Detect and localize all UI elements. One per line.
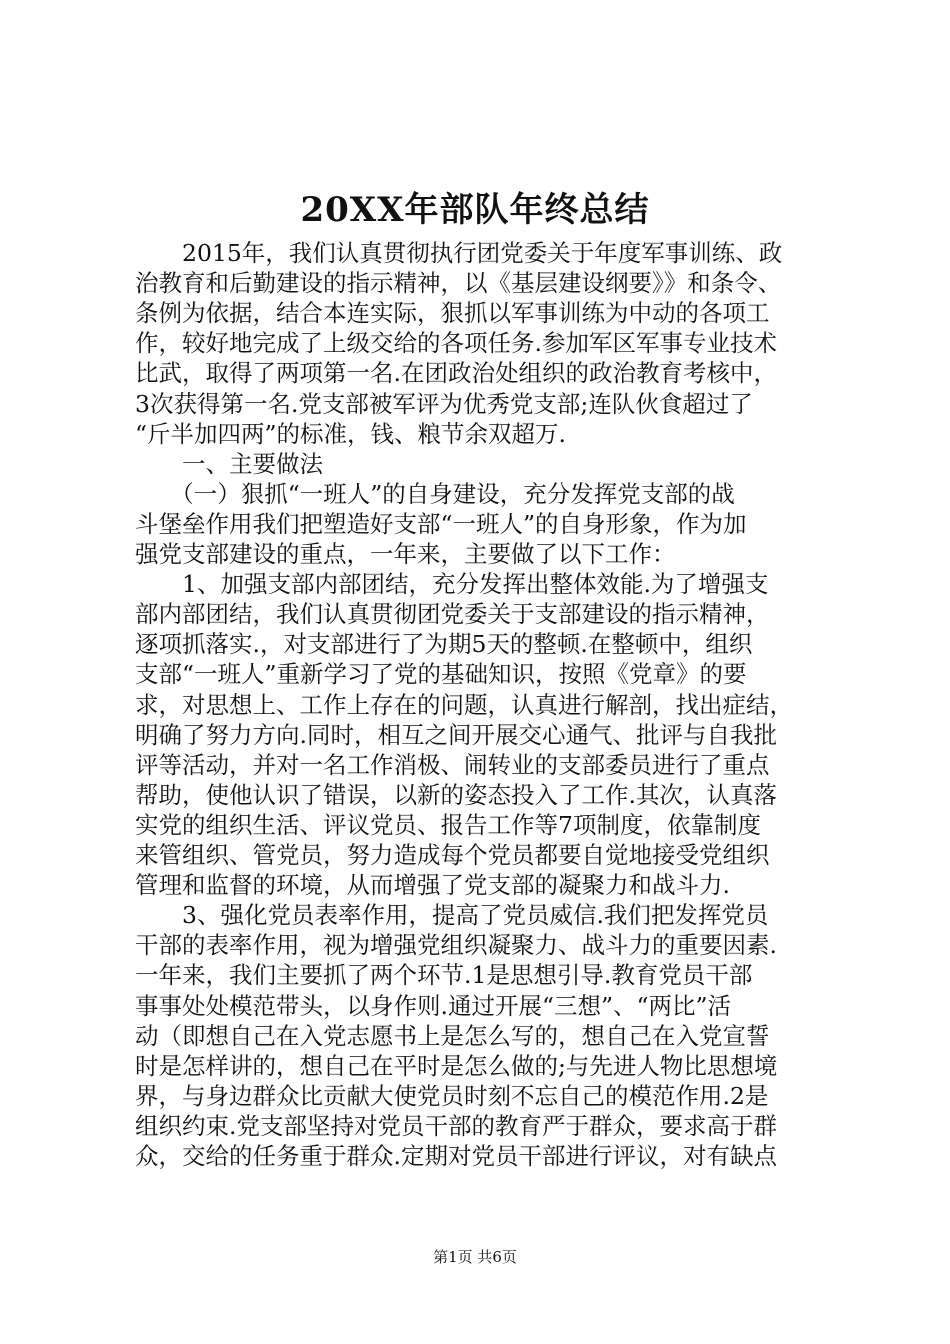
body-line: 众，交给的任务重于群众.定期对党员干部进行评议，对有缺点 [135,1142,777,1170]
body-line: 比武，取得了两项第一名.在团政治处组织的政治教育考核中， [135,359,777,388]
page-footer: 第1页 共6页 [433,1248,517,1266]
body-line: （一）狠抓“一班人”的自身建设，充分发挥党支部的战 [135,479,735,508]
body-line: 评等活动，并对一名工作消极、闹转业的支部委员进行了重点 [135,750,770,779]
body-line: 时是怎样讲的，想自己在平时是怎么做的;与先进人物比思想境 [135,1051,778,1080]
body-line: 强党支部建设的重点，一年来，主要做了以下工作： [135,540,676,568]
body-line: 干部的表率作用，视为增强党组织凝聚力、战斗力的重要因素. [135,931,777,960]
body-line: 支部“一班人”重新学习了党的基础知识，按照《党章》的要 [135,660,747,689]
body-line: 一、主要做法 [135,449,323,478]
body-line: 帮助，使他认识了错误，以新的姿态投入了工作.其次，认真落 [135,780,777,809]
body-line: 实党的组织生活、评议党员、报告工作等7项制度，依靠制度 [135,810,761,839]
document-title: 20XX年部队年终总结 [300,190,650,230]
body-line: 组织约束.党支部坚持对党员干部的教育严于群众，要求高于群 [135,1111,777,1140]
body-line: 来管组织、管党员，努力造成每个党员都要自觉地接受党组织 [135,841,770,869]
body-line: 3次获得第一名.党支部被军评为优秀党支部;连队伙食超过了 [135,389,753,418]
body-line: 斗堡垒作用我们把塑造好支部“一班人”的自身形象，作为加 [135,509,747,538]
body-line: 管理和监督的环境，从而增强了党支部的凝聚力和战斗力. [135,871,730,900]
body-line: 作，较好地完成了上级交给的各项任务.参加军区军事专业技术 [135,329,777,358]
body-line: 3、强化党员表率作用，提高了党员威信.我们把发挥党员 [135,901,769,930]
body-line: 治教育和后勤建设的指示精神，以《基层建设纲要》》和条令、 [135,269,782,298]
body-line: 2015年，我们认真贯彻执行团党委关于年度军事训练、政 [135,239,783,267]
body-line: 1、加强支部内部团结，充分发挥出整体效能.为了增强支 [135,570,769,599]
body-line: 部内部团结，我们认真贯彻团党委关于支部建设的指示精神， [135,600,770,629]
body-line: 动（即想自己在入党志愿书上是怎么写的，想自己在入党宣誓 [135,1021,770,1050]
body-line: “斤半加四两”的标准，钱、粮节余双超万. [135,419,566,448]
body-line: 事事处处模范带头，以身作则.通过开展“三想”、“两比”活 [135,991,732,1020]
body-line: 条例为依据，结合本连实际，狠抓以军事训练为中动的各项工 [135,299,770,328]
body-line: 求，对思想上、工作上存在的问题，认真进行解剖，找出症结， [135,690,793,719]
body-line: 明确了努力方向.同时，相互之间开展交心通气、批评与自我批 [135,720,777,749]
body-line: 一年来，我们主要抓了两个环节.1是思想引导.教育党员干部 [135,961,753,990]
body-line: 逐项抓落实.，对支部进行了为期5天的整顿.在整顿中，组织 [135,630,753,659]
body-line: 界，与身边群众比贡献大使党员时刻不忘自己的模范作用.2是 [135,1081,769,1110]
